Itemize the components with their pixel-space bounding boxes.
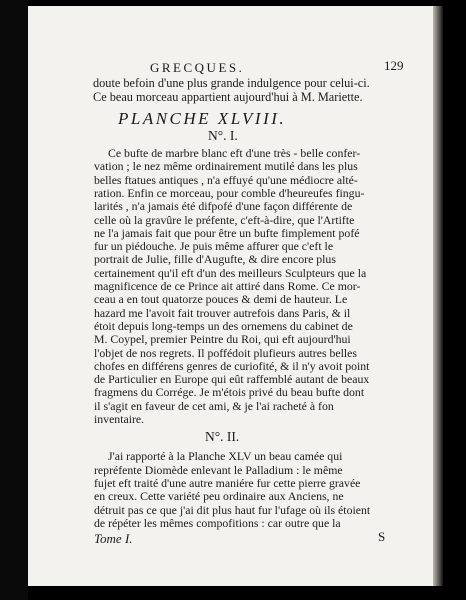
- page-number: 129: [384, 58, 404, 73]
- text-line: portrait de Julie, fille d'Augufte, & dire encore plus: [94, 252, 336, 267]
- text-line: ne l'a jamais fait que pour être un bufte fimplement pofé: [94, 225, 360, 240]
- text-line: de Particulier en Europe qui eût raffemblé autant de beaux: [94, 372, 370, 387]
- text-line: étoit depuis long-temps un des ornemens du cabinet de: [94, 318, 353, 333]
- text-line: M. Coypel, premier Peintre du Roi, qui eft aujourd'hui: [94, 332, 351, 347]
- text-line: ceau a en tout quatorze pouces & demi de hauteur. Le: [94, 292, 348, 307]
- page-gutter-shadow: [433, 6, 443, 586]
- text-line: magnificence de ce Prince ait attiré dans Rome. Ce mor-: [94, 279, 361, 293]
- text-line: fujet eft traité d'une autre maniére fur cette pierre gravée: [94, 475, 361, 490]
- text-line: de répéter les mêmes compofitions : car outre que la: [94, 515, 341, 530]
- text-line: inventaire.: [94, 412, 145, 426]
- section-number: N°. II.: [205, 429, 240, 445]
- text-line: belles ftatues antiques , n'a effuyé qu'une médiocre alté-: [94, 172, 358, 187]
- running-header: GRECQUES.: [150, 60, 245, 75]
- text-line: larités , n'a jamais été difpofé d'une façon différente de: [94, 199, 353, 214]
- text-line: ration. Enfin ce morceau, pour comble d'heureufes fingu-: [94, 185, 365, 200]
- text-line: vation ; le nez même ordinairement mutilé dans les plus: [94, 159, 358, 174]
- intro-line: doute befoin d'une plus grande indulgence pour celui-ci.: [93, 76, 370, 90]
- planche-title: PLANCHE XLVIII.: [118, 109, 287, 128]
- text-line: celle où la gravûre le préfente, c'eft-à-dire, que l'Artifte: [94, 212, 355, 227]
- text-line: l'objet de nos regrets. Il poffédoit plufieurs autres belles: [94, 345, 358, 360]
- footer-signature-mark: S: [378, 529, 386, 545]
- text-line: repréfente Diomède enlevant le Palladium : le même: [94, 462, 343, 477]
- text-line: J'ai rapporté à la Planche XLV un beau camée qui: [108, 449, 343, 464]
- left-dark-border: [0, 0, 28, 600]
- right-dark-border: [443, 0, 466, 600]
- intro-line: Ce beau morceau appartient aujourd'hui à M. Mariette.: [93, 90, 363, 104]
- text-line: Ce bufte de marbre blanc eft d'une très - belle confer-: [108, 146, 361, 160]
- section-number: N°. I.: [208, 128, 238, 143]
- text-line: fur un piédouche. Je puis même affurer que c'eft le: [94, 239, 334, 254]
- text-line: certainement qu'il eft d'un des meilleurs Sculpteurs que la: [94, 265, 367, 280]
- text-line: il s'agit en faveur de cet ami, & je l'ai racheté à fon: [94, 398, 334, 413]
- text-line: détruit pas ce que j'ai dit plus haut fur l'ufage où ils étoient: [94, 502, 371, 517]
- footer-volume: Tome I.: [94, 531, 133, 547]
- text-line: fragmens du Corrége. Je m'étois privé du beau bufte dont: [94, 385, 365, 400]
- text-line: chofes en différens genres de curiofité, & il n'y avoit point: [94, 358, 370, 373]
- text-line: en creux. Cette variété peu ordinaire aux Anciens, ne: [94, 489, 344, 504]
- text-line: hazard me l'avoit fait trouver autrefois dans Paris, & il: [94, 305, 351, 320]
